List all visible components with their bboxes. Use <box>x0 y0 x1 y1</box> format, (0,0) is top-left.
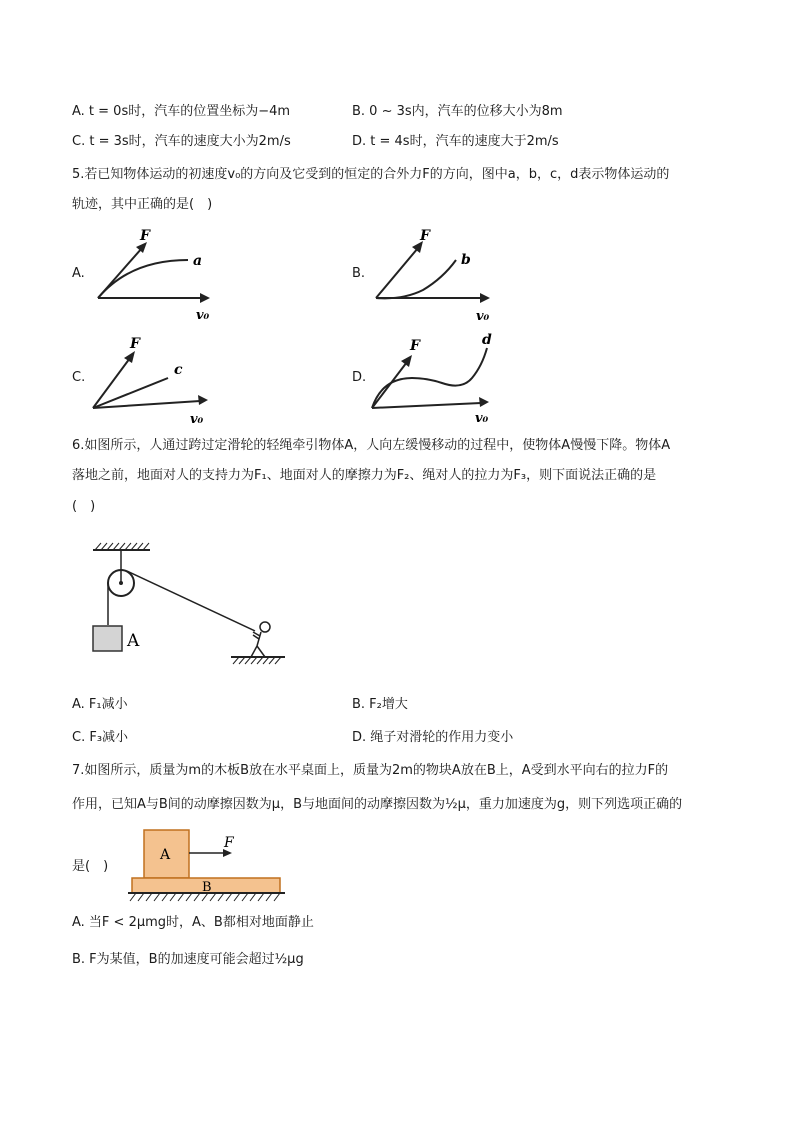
fig-c-curve-label: c <box>174 362 183 378</box>
q5-stem-line2: 轨迹，其中正确的是( ) <box>72 197 213 212</box>
q4-option-b: B. 0 ~ 3s内，汽车的位移大小为8m <box>352 104 563 119</box>
q7-block-figure <box>120 828 295 906</box>
q6-option-c: C. F₃减小 <box>72 730 129 745</box>
q5-fig-d-label: D. <box>352 370 367 385</box>
q5-fig-a-label: A. <box>72 266 85 281</box>
fig-a-force-label: F <box>140 228 150 244</box>
q5-stem-line1: 5.若已知物体运动的初速度v₀的方向及它受到的恒定的合外力F的方向，图中a，b，c，d表示物体运动的 <box>72 167 670 182</box>
q6-option-b: B. F₂增大 <box>352 697 408 712</box>
fig-c-force-label: F <box>130 336 140 352</box>
q6-stem-line1: 6.如图所示，人通过跨过定滑轮的轻绳牵引物体A，人向左缓慢移动的过程中，使物体A慢慢下降。物体A <box>72 438 671 453</box>
q5-figure-b <box>368 220 498 325</box>
q6-pulley-figure <box>85 540 295 668</box>
q7-stem-line1: 7.如图所示，质量为m的木板B放在水平桌面上，质量为2m的物块A放在B上，A受到水平向右的拉力F的 <box>72 763 669 778</box>
q6-stem-line3: ( ) <box>72 499 96 514</box>
q5-fig-b-label: B. <box>352 266 366 281</box>
q7-force-label: F <box>224 835 234 851</box>
fig-a-curve-label: a <box>193 253 203 269</box>
fig-d-velocity-label: v₀ <box>475 411 489 426</box>
q5-fig-c-label: C. <box>72 370 86 385</box>
q7-block-b-label: B <box>202 880 212 895</box>
fig-b-velocity-label: v₀ <box>476 309 490 324</box>
person-icon <box>251 622 270 657</box>
q6-block-label: A <box>127 631 140 651</box>
fig-b-force-label: F <box>420 228 430 244</box>
q4-option-a: A. t = 0s时，汽车的位置坐标为−4m <box>72 104 291 119</box>
fig-b-curve-label: b <box>461 252 471 268</box>
q5-figure-c <box>88 328 218 433</box>
q6-stem-line2: 落地之前，地面对人的支持力为F₁、地面对人的摩擦力为F₂、绳对人的拉力为F₃，则下面说法正确的是 <box>72 468 657 483</box>
fig-a-velocity-label: v₀ <box>196 308 210 323</box>
fig-d-force-label: F <box>410 338 420 354</box>
q4-option-d: D. t = 4s时，汽车的速度大于2m/s <box>352 134 559 149</box>
q7-option-a: A. 当F < 2μmg时，A、B都相对地面静止 <box>72 915 314 930</box>
q7-option-b: B. F为某值，B的加速度可能会超过½μg <box>72 952 304 967</box>
q6-block-a <box>93 626 122 651</box>
q7-stem-line3: 是( ) <box>72 859 109 874</box>
q4-option-c: C. t = 3s时，汽车的速度大小为2m/s <box>72 134 291 149</box>
fig-d-curve-label: d <box>482 332 492 348</box>
q5-figure-d <box>367 328 502 433</box>
fig-c-velocity-label: v₀ <box>190 412 204 427</box>
q6-option-a: A. F₁减小 <box>72 697 128 712</box>
q7-block-a-label: A <box>160 847 171 863</box>
q5-figure-a <box>90 220 220 325</box>
q7-stem-line2: 作用，已知A与B间的动摩擦因数为μ，B与地面间的动摩擦因数为½μ，重力加速度为g，则下列选项正确的 <box>72 797 683 812</box>
q6-option-d: D. 绳子对滑轮的作用力变小 <box>352 730 514 745</box>
